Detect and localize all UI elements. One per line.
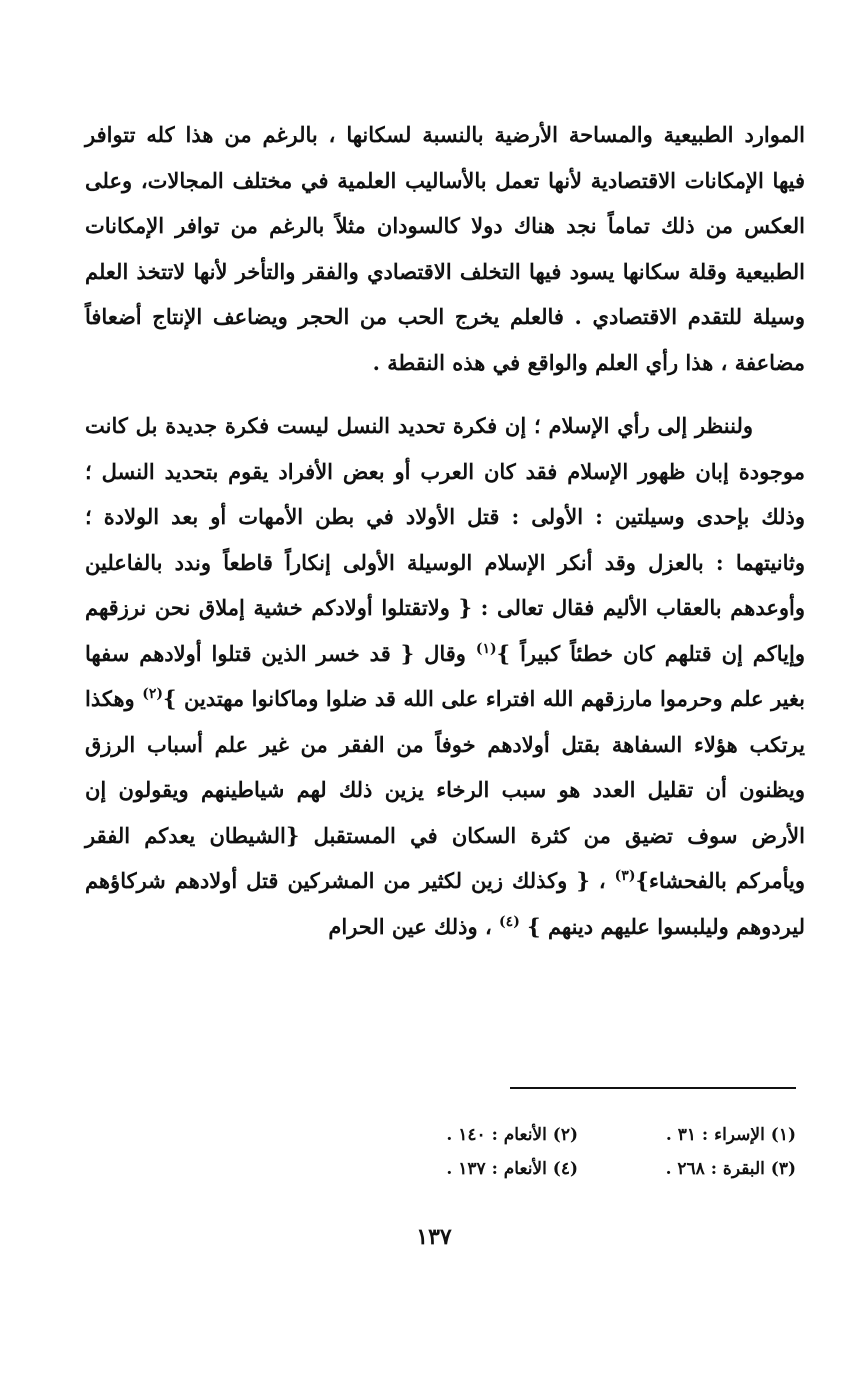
footnote-ref-4: (٤) (499, 913, 520, 930)
paragraph-2 (85, 403, 805, 949)
footnote-row (360, 1118, 796, 1152)
footnote-ref-2: (٢) (142, 686, 163, 702)
paragraph-2-part-c: وهكذا يرتكب هؤلاء السفاهة بقتل أولادهم خوفاً من الفقر من غير علم أسباب الرزق ويظنون أن تقليل العدد هو سبب الرخاء يزين ذلك لهم شياطينهم ويقولون إن الأرض سوف تضيق من كثرة السكان في المستقبل {الشيطان يعدكم الفقر ويأمركم بالفحشاء} (85, 686, 806, 893)
paragraph-2-part-a: ولننظر إلى رأي الإسلام ؛ إن فكرة تحديد النسل ليست فكرة جديدة بل كانت موجودة إبان ظهور الإسلام فقد كان العرب أو بعض الأفراد يقوم بتحديد النسل ؛ وذلك بإحدى وسيلتين : الأولى : قتل الأولاد في بطن الأمهات أو بعد الولادة ؛ وثانيتهما : بالعزل وقد أنكر الإسلام الوسيلة الأولى إنكاراً قاطعاً وندد بالفاعلين وأوعدهم بالعقاب الأليم فقال تعالى : { ولاتقتلوا أولادكم خشية إملاق نحن نرزقهم وإياكم إن قتلهم كان خطئاً كبيراً } (85, 413, 805, 666)
footnote-1: (١) الإسراء : ٣١ . (665, 1125, 796, 1145)
footnote-4: (٤) الأنعام : ١٣٧ . (446, 1159, 578, 1179)
footnote-2: (٢) الأنعام : ١٤٠ . (446, 1125, 578, 1145)
paragraph-2-part-e: ، وذلك عين الحرام (328, 913, 500, 939)
footnote-row (360, 1152, 796, 1186)
footnote-ref-1: (١) (475, 640, 497, 657)
footnote-3: (٣) البقرة : ٢٦٨ . (665, 1159, 796, 1179)
main-text (85, 112, 805, 949)
paragraph-2-part-b: وقال { قد خسر الذين قتلوا أولادهم سفها بغير علم وحرموا مارزقهم الله افتراء على الله قد ضلوا وماكانوا مهتدين } (85, 640, 805, 711)
paragraph-1: الموارد الطبيعية والمساحة الأرضية بالنسبة لسكانها ، بالرغم من هذا كله تتوافر فيها الإمكانات الاقتصادية لأنها تعمل بالأساليب العلمية في مختلف المجالات، وعلى العكس من ذلك تماماً نجد هناك دولا كالسودان مثلاً بالرغم من توافر الإمكانات الطبيعية وقلة سكانها يسود فيها التخلف الاقتصادي والفقر والتأخر لأنها لاتتخذ العلم وسيلة للتقدم الاقتصادي . فالعلم يخرج الحب من الحجر ويضاعف الإنتاج أضعافاً مضاعفة ، هذا رأي العلم والواقع في هذه النقطة . (85, 122, 805, 375)
footnotes (360, 1118, 796, 1186)
paragraph-2-part-d: ، { وكذلك زين لكثير من المشركين قتل أولادهم شركاؤهم ليردوهم وليلبسوا عليهم دينهم } (85, 868, 805, 939)
footnote-separator (510, 1087, 796, 1089)
footnote-ref-3: (٣) (614, 868, 636, 884)
page-number: ١٣٧ (416, 1224, 452, 1250)
